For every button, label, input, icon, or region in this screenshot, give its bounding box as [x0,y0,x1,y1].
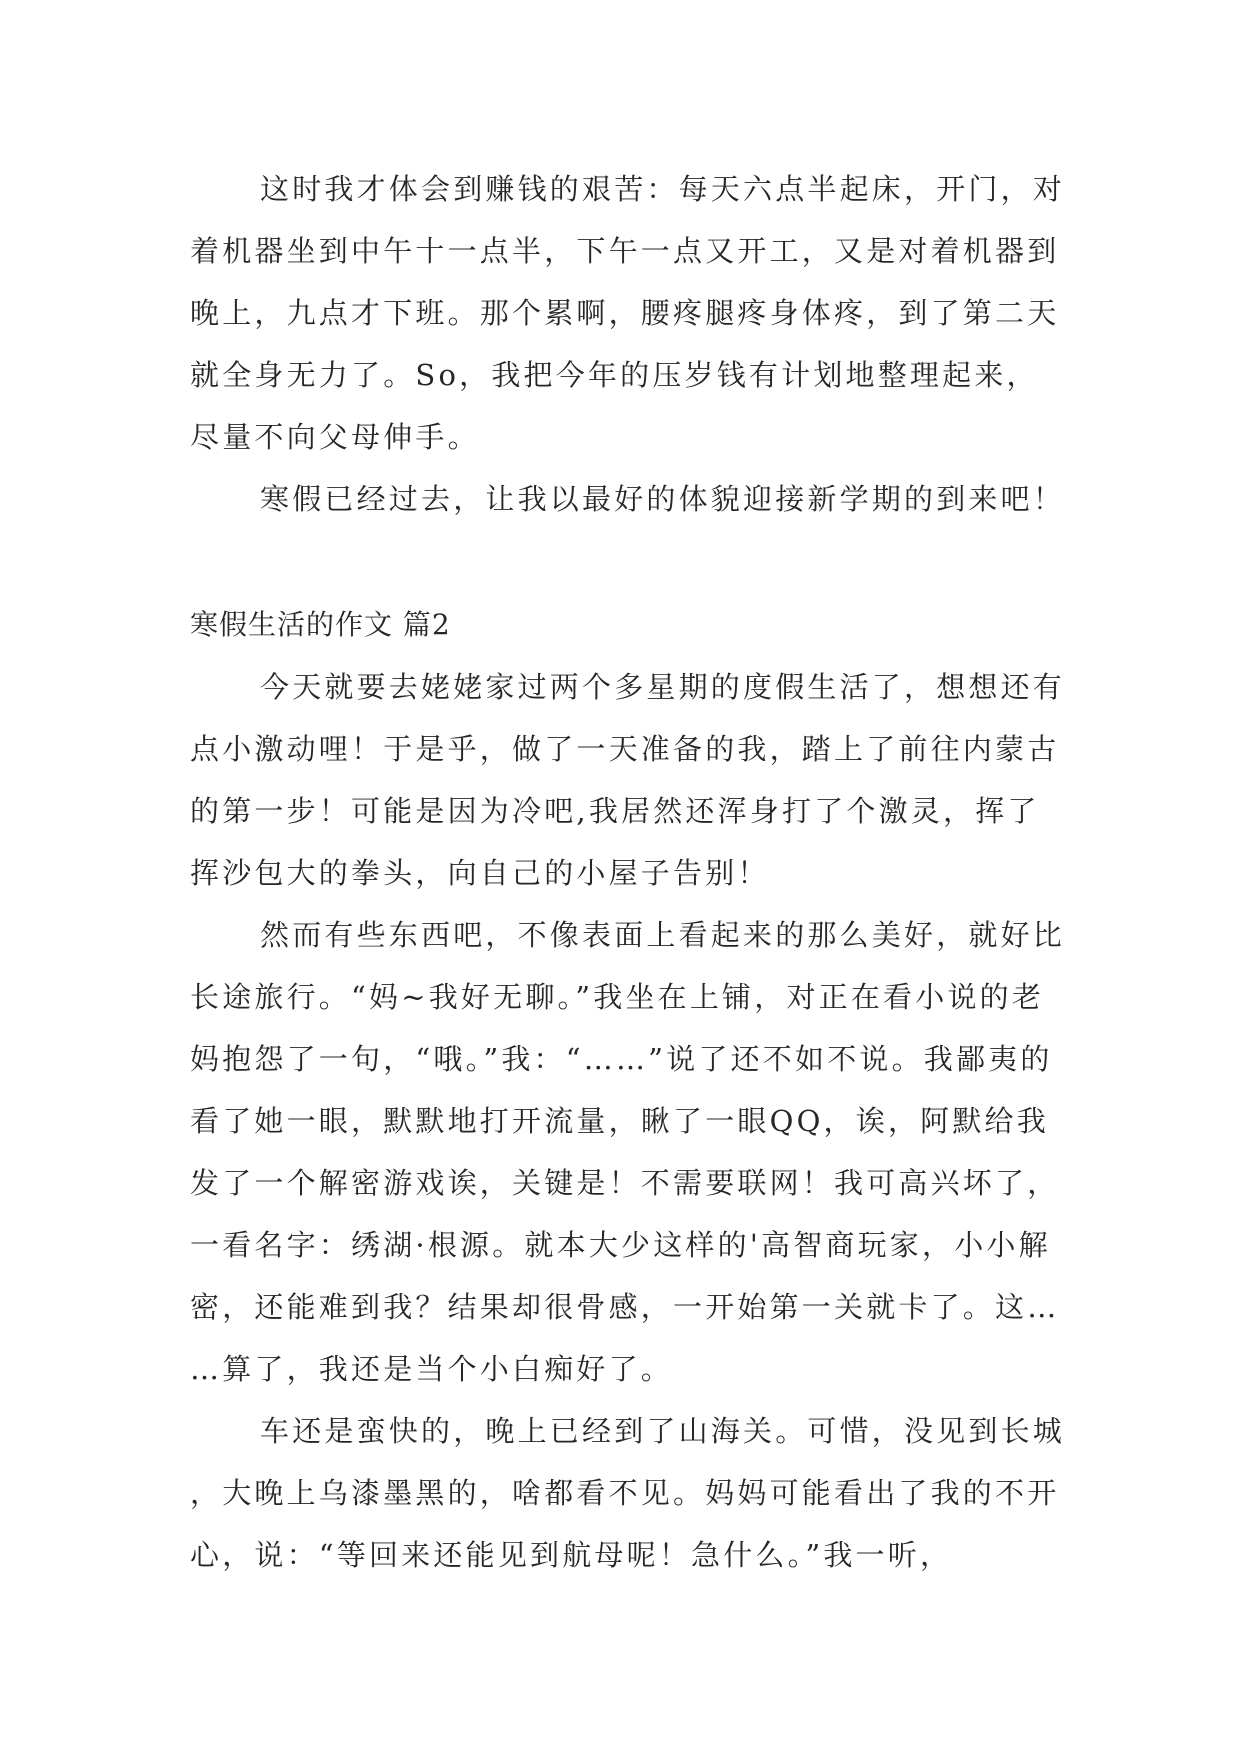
paragraph-earning-hardship: 这时我才体会到赚钱的艰苦：每天六点半起床，开门，对着机器坐到中午十一点半，下午一点又开工，又是对着机器到晚上，九点才下班。那个累啊，腰疼腿疼身体疼，到了第二天就全身无力了。So，我把今年的压岁钱有计划地整理起来，尽量不向父母伸手。 [190,172,1066,454]
paragraph-trip-start: 今天就要去姥姥家过两个多星期的度假生活了，想想还有点小激动哩！于是乎，做了一天准备的我，踏上了前往内蒙古的第一步！可能是因为冷吧,我居然还浑身打了个激灵，挥了挥沙包大的拳头，向自己的小屋子告别！ [190,670,1066,890]
document-body [190,158,1070,1586]
paragraph-long-journey: 然而有些东西吧，不像表面上看起来的那么美好，就好比长途旅行。“妈~我好无聊。”我坐在上铺，对正在看小说的老妈抱怨了一句，“哦。”我：“……”说了还不如不说。我鄙夷的看了她一眼，默默地打开流量，瞅了一眼QQ，诶，阿默给我发了一个解密游戏诶，关键是！不需要联网！我可高兴坏了，一看名字：绣湖·根源。就本大少这样的'高智商玩家，小小解密，还能难到我？结果却很骨感，一开始第一关就卡了。这……算了，我还是当个小白痴好了。 [190,918,1066,1386]
section-heading: 寒假生活的作文 篇2 [190,608,451,641]
paragraph-vacation-over: 寒假已经过去，让我以最好的体貌迎接新学期的到来吧！ [260,482,1066,516]
paragraph-shanhaiguan: 车还是蛮快的，晚上已经到了山海关。可惜，没见到长城，大晚上乌漆墨黑的，啥都看不见。妈妈可能看出了我的不开心，说：“等回来还能见到航母呢！急什么。”我一听， [190,1414,1066,1572]
